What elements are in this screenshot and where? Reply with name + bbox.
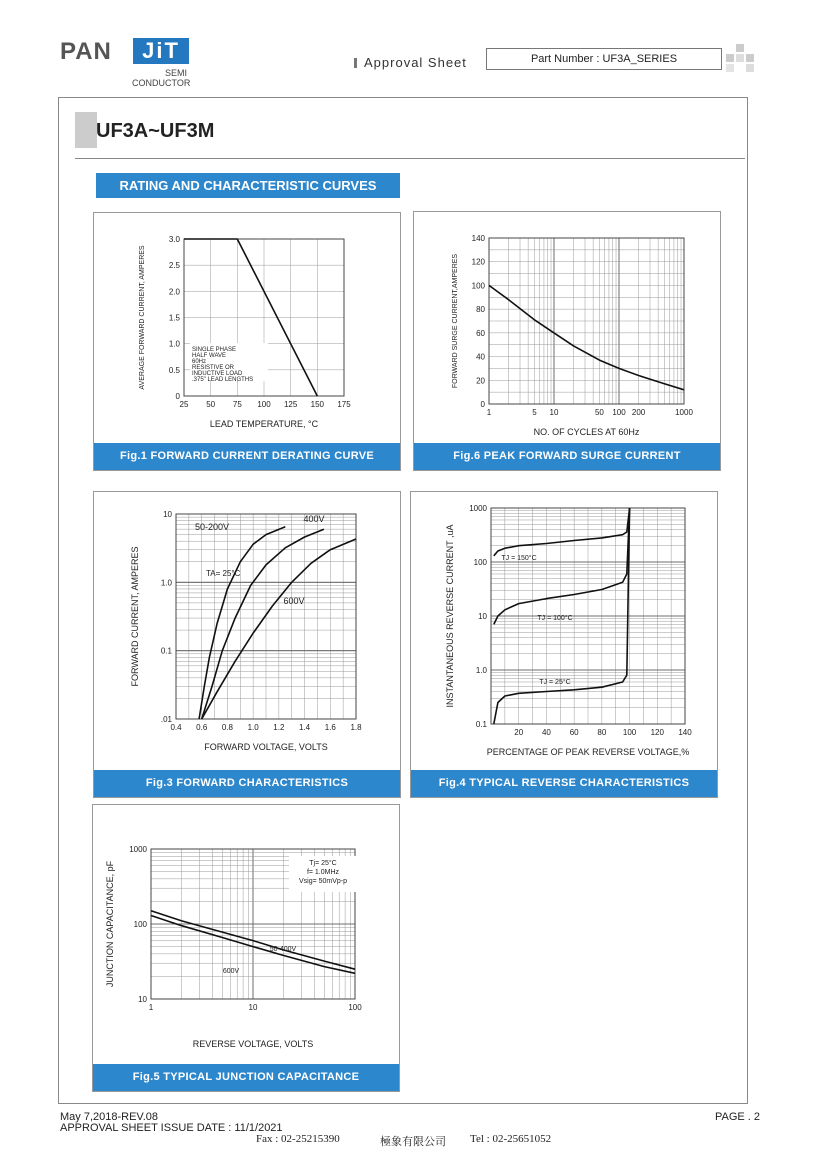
y-tick-label: 100 [471,281,485,291]
series-label: TJ = 25°C [539,679,571,686]
x-tick-label: 1000 [675,408,693,417]
chart-panel-fig6 [413,211,721,471]
y-tick-label: 0.5 [168,365,180,375]
footer-company: 極象有限公司 [380,1136,446,1148]
approval-sheet-label: Approval Sheet [364,55,467,70]
chart-caption: Fig.3 FORWARD CHARACTERISTICS [94,770,400,797]
annotation-text: Tj= 25°C [309,860,337,867]
y-tick-label: 140 [471,234,485,243]
annotation-text: .375" LEAD LENGTHS [192,377,254,383]
logo-pan-text: PAN [60,38,112,65]
page-number: PAGE . 2 [715,1111,761,1123]
y-tick-label: 10 [478,612,487,621]
x-axis-label: REVERSE VOLTAGE, VOLTS [192,1039,314,1049]
x-tick-label: 1 [486,408,492,417]
series-label: 600V [222,968,240,975]
x-axis-label: FORWARD VOLTAGE, VOLTS [204,742,328,752]
chart-panel-fig5 [92,804,400,1092]
x-tick-label: 200 [631,408,646,417]
x-tick-label: 150 [310,400,325,409]
annotation-text: 60Hz [192,359,207,365]
approval-marker [354,58,357,68]
x-tick-label: 140 [678,728,692,737]
x-tick-label: 100 [622,728,637,737]
x-tick-label: 40 [541,728,551,737]
x-tick-label: 175 [337,400,351,409]
x-axis-label: PERCENTAGE OF PEAK REVERSE VOLTAGE,% [486,747,690,757]
chart-caption: Fig.5 TYPICAL JUNCTION CAPACITANCE [93,1064,399,1091]
y-tick-label: 1.0 [160,578,172,588]
x-tick-label: 5 [532,408,537,417]
x-tick-label: 25 [179,400,189,409]
x-tick-label: 10 [248,1003,258,1012]
title-divider [75,158,745,159]
x-tick-label: 20 [514,728,524,737]
series-line [202,529,324,719]
logo-semi-text: SEMI [165,68,188,78]
series-label: 50-400V [269,946,297,953]
footer-tel: Tel : 02-25651052 [470,1133,552,1145]
annotation-text: TA= 25°C [206,569,241,578]
x-tick-label: 1.6 [324,723,336,732]
chart-fig4 [411,492,717,770]
y-tick-label: 80 [476,305,485,315]
chart-caption: Fig.6 PEAK FORWARD SURGE CURRENT [414,443,720,470]
x-tick-label: 80 [597,728,607,737]
x-tick-label: 100 [612,408,626,417]
series-label: TJ = 100°C [537,615,573,622]
x-tick-label: 50 [594,408,604,417]
x-tick-label: 50 [206,400,216,409]
x-tick-label: 1.8 [350,723,362,732]
annotation-text: HALF WAVE [192,353,227,359]
y-tick-label: 1.0 [168,339,180,349]
y-tick-label: 2.0 [168,287,180,297]
y-tick-label: 60 [476,328,485,338]
logo-jit-text: JiT [133,38,189,64]
x-tick-label: 0.4 [170,723,182,732]
y-tick-label: .01 [160,715,172,724]
y-tick-label: 1.0 [475,666,487,675]
x-tick-label: 1.2 [273,723,285,732]
series-line [199,527,285,719]
y-tick-label: 120 [471,257,485,267]
series-line [489,285,684,389]
y-tick-label: 40 [476,352,485,362]
chart-caption: Fig.4 TYPICAL REVERSE CHARACTERISTICS [411,770,717,797]
y-tick-label: 10 [138,995,147,1004]
chart-caption: Fig.1 FORWARD CURRENT DERATING CURVE [94,443,400,470]
annotation-text: INDUCTIVE LOAD [192,371,243,377]
annotation-text: Vsig= 50mVp-p [298,878,348,885]
part-number-box: Part Number : UF3A_SERIES [486,48,722,70]
series-label: 50-200V [194,522,230,532]
annotation-text: f= 1.0MHz [306,869,340,876]
series-line [494,508,630,556]
chart-fig1 [94,213,400,443]
x-tick-label: 60 [569,728,579,737]
x-tick-label: 75 [232,400,242,409]
footer-date-revision: May 7,2018-REV.08 [60,1111,159,1123]
y-tick-label: 2.5 [168,261,180,271]
series-label: 400V [303,514,325,524]
x-tick-label: 125 [283,400,298,409]
y-tick-label: 20 [476,376,485,386]
x-tick-label: 10 [549,408,559,417]
y-tick-label: 100 [473,558,487,567]
annotation-text: SINGLE PHASE [192,347,237,353]
y-tick-label: 1000 [129,845,147,854]
y-tick-label: 100 [133,920,147,929]
chart-fig6 [414,212,720,443]
y-tick-label: 3.0 [168,235,180,244]
y-tick-label: 0.1 [160,646,172,656]
x-axis-label: LEAD TEMPERATURE, °C [209,419,319,429]
y-tick-label: 1000 [469,504,487,513]
y-axis-label: JUNCTION CAPACITANCE, pF [105,860,115,988]
x-tick-label: 100 [257,400,271,409]
y-tick-label: 1.5 [168,313,180,323]
x-tick-label: 1 [148,1003,154,1012]
series-label: TJ = 150°C [501,555,537,562]
title-accent [75,112,97,148]
y-axis-label: FORWARD CURRENT, AMPERES [130,546,140,687]
x-tick-label: 1.4 [299,723,311,732]
y-tick-label: 0.1 [475,720,487,729]
page-title: UF3A~UF3M [96,120,215,142]
y-axis-label: INSTANTANEOUS REVERSE CURRENT ,uA [445,524,455,708]
y-tick-label: 0 [175,392,180,401]
chart-fig3 [94,492,400,770]
chart-panel-fig4 [410,491,718,798]
series-label: 600V [283,596,305,606]
x-tick-label: 0.6 [196,723,208,732]
section-heading: RATING AND CHARACTERISTIC CURVES [96,173,400,198]
x-axis-label: NO. OF CYCLES AT 60Hz [533,427,640,437]
chart-panel-fig3 [93,491,401,798]
footer-fax: Fax : 02-25215390 [256,1133,340,1145]
series-line [494,508,630,624]
logo-conductor-text: CONDUCTOR [132,78,191,88]
y-axis-label: AVERAGE FORWARD CURRENT, AMPERES [139,245,146,390]
x-tick-label: 1.0 [247,723,259,732]
y-axis-label: FORWARD SURGE CURRENT,AMPERES [452,253,459,389]
annotation-text: RESISTIVE OR [192,365,235,371]
y-tick-label: 10 [163,510,172,519]
y-tick-label: 0 [480,400,485,409]
x-tick-label: 120 [650,728,664,737]
x-tick-label: 100 [348,1003,362,1012]
footer-issue-date: APPROVAL SHEET ISSUE DATE : 11/1/2021 [60,1122,283,1134]
chart-fig5 [93,805,399,1064]
chart-panel-fig1 [93,212,401,471]
x-tick-label: 0.8 [221,723,233,732]
